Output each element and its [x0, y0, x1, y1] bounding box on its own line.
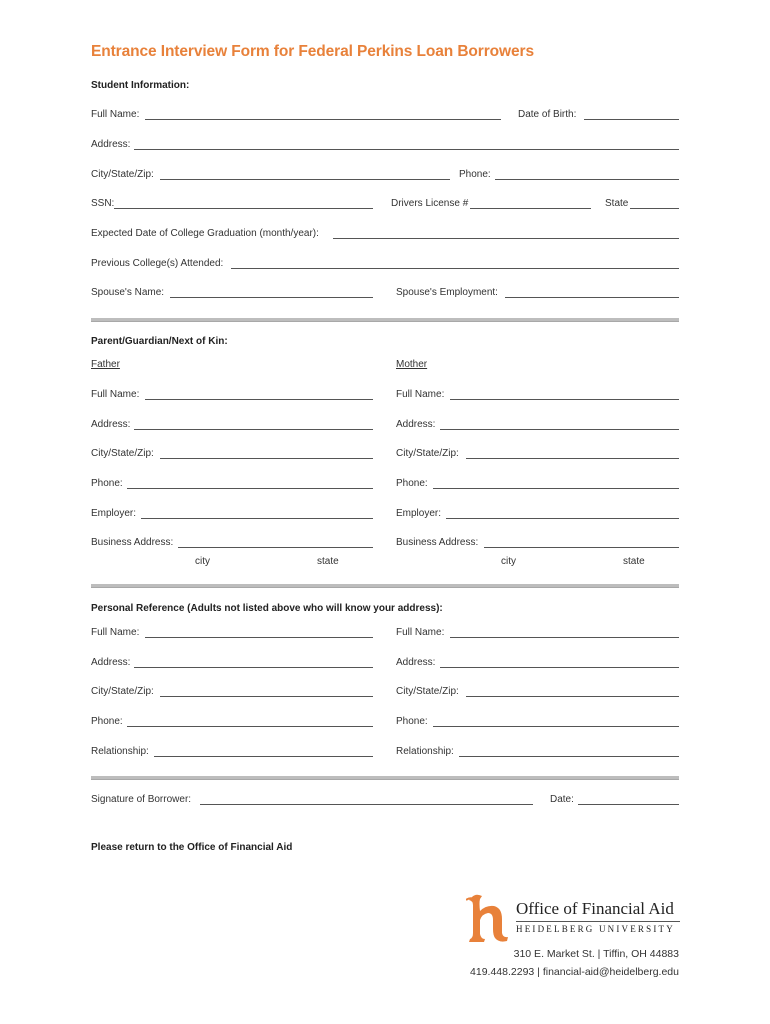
section-divider: [91, 318, 679, 322]
contact-address: 310 E. Market St. | Tiffin, OH 44883: [513, 948, 679, 960]
ref1-full-name-label: Full Name:: [91, 627, 140, 638]
signature-field[interactable]: [200, 793, 533, 805]
ref2-city-state-zip-field[interactable]: [466, 685, 679, 697]
student-full-name-label: Full Name:: [91, 109, 140, 120]
father-employer-label: Employer:: [91, 508, 137, 519]
ref1-address-label: Address:: [91, 657, 131, 668]
ref2-address-label: Address:: [396, 657, 436, 668]
signature-date-label: Date:: [550, 794, 574, 805]
father-label: Father: [91, 359, 120, 370]
ref1-address-field[interactable]: [134, 656, 373, 668]
personal-reference-heading: Personal Reference (Adults not listed above who will know your address):: [91, 603, 443, 614]
student-full-name-field[interactable]: [145, 108, 501, 120]
form-title: Entrance Interview Form for Federal Perkins Loan Borrowers: [91, 43, 534, 60]
ref2-relationship-label: Relationship:: [396, 746, 454, 757]
father-address-label: Address:: [91, 419, 131, 430]
student-ssn-label: SSN:: [91, 198, 115, 209]
signature-date-field[interactable]: [578, 793, 679, 805]
mother-city-caption: city: [501, 556, 516, 567]
father-state-caption: state: [317, 556, 339, 567]
father-business-address-field[interactable]: [178, 536, 373, 548]
father-phone-label: Phone:: [91, 478, 123, 489]
mother-phone-field[interactable]: [433, 477, 679, 489]
university-name: HEIDELBERG UNIVERSITY: [516, 924, 675, 934]
previous-colleges-field[interactable]: [231, 257, 679, 269]
spouse-employment-field[interactable]: [505, 286, 679, 298]
ref1-phone-label: Phone:: [91, 716, 123, 727]
mother-full-name-field[interactable]: [450, 388, 679, 400]
ref2-full-name-label: Full Name:: [396, 627, 445, 638]
student-dob-field[interactable]: [584, 108, 679, 120]
father-employer-field[interactable]: [141, 507, 373, 519]
mother-label: Mother: [396, 359, 428, 370]
student-ssn-field[interactable]: [114, 197, 373, 209]
mother-city-state-zip-label: City/State/Zip:: [396, 448, 459, 459]
student-city-state-zip-field[interactable]: [160, 168, 450, 180]
return-note: Please return to the Office of Financial Aid: [91, 842, 293, 853]
section-divider: [91, 584, 679, 588]
student-phone-field[interactable]: [495, 168, 679, 180]
mother-business-address-label: Business Address:: [396, 537, 479, 548]
spouse-employment-label: Spouse's Employment:: [396, 287, 498, 298]
ref2-phone-field[interactable]: [433, 715, 679, 727]
ref2-city-state-zip-label: City/State/Zip:: [396, 686, 459, 697]
drivers-license-field[interactable]: [470, 197, 591, 209]
section-divider: [91, 776, 679, 780]
signature-label: Signature of Borrower:: [91, 794, 192, 805]
mother-address-field[interactable]: [440, 418, 679, 430]
office-logo: [466, 893, 680, 945]
spouse-name-label: Spouse's Name:: [91, 287, 165, 298]
grad-date-label: Expected Date of College Graduation (month/year):: [91, 228, 319, 239]
grad-date-field[interactable]: [333, 227, 679, 239]
contact-phone-email: 419.448.2293 | financial-aid@heidelberg.edu: [470, 966, 679, 978]
ref2-relationship-field[interactable]: [459, 745, 679, 757]
student-dob-label: Date of Birth:: [518, 109, 577, 120]
father-full-name-field[interactable]: [145, 388, 373, 400]
father-address-field[interactable]: [134, 418, 373, 430]
ref2-phone-label: Phone:: [396, 716, 428, 727]
ref1-city-state-zip-label: City/State/Zip:: [91, 686, 154, 697]
student-address-field[interactable]: [134, 138, 679, 150]
ref2-address-field[interactable]: [440, 656, 679, 668]
father-full-name-label: Full Name:: [91, 389, 140, 400]
mother-employer-label: Employer:: [396, 508, 442, 519]
mother-phone-label: Phone:: [396, 478, 428, 489]
ref1-relationship-field[interactable]: [154, 745, 373, 757]
student-info-heading: Student Information:: [91, 80, 190, 91]
ref2-full-name-field[interactable]: [450, 626, 679, 638]
mother-state-caption: state: [623, 556, 645, 567]
student-address-label: Address:: [91, 139, 131, 150]
mother-business-address-field[interactable]: [484, 536, 679, 548]
mother-full-name-label: Full Name:: [396, 389, 445, 400]
mother-employer-field[interactable]: [446, 507, 679, 519]
ref1-phone-field[interactable]: [127, 715, 373, 727]
father-business-address-label: Business Address:: [91, 537, 174, 548]
parent-guardian-heading: Parent/Guardian/Next of Kin:: [91, 336, 228, 347]
ref1-full-name-field[interactable]: [145, 626, 373, 638]
heidelberg-h-logo-icon: [466, 893, 510, 943]
logo-divider: [516, 921, 680, 922]
previous-colleges-label: Previous College(s) Attended:: [91, 258, 224, 269]
father-city-state-zip-field[interactable]: [160, 447, 373, 459]
spouse-name-field[interactable]: [170, 286, 373, 298]
student-city-state-zip-label: City/State/Zip:: [91, 169, 154, 180]
mother-city-state-zip-field[interactable]: [466, 447, 679, 459]
father-phone-field[interactable]: [127, 477, 373, 489]
student-phone-label: Phone:: [459, 169, 491, 180]
father-city-state-zip-label: City/State/Zip:: [91, 448, 154, 459]
ref1-city-state-zip-field[interactable]: [160, 685, 373, 697]
ref1-relationship-label: Relationship:: [91, 746, 149, 757]
drivers-license-state-label: State: [605, 198, 629, 209]
office-name: Office of Financial Aid: [516, 899, 674, 918]
mother-address-label: Address:: [396, 419, 436, 430]
drivers-license-state-field[interactable]: [630, 197, 679, 209]
drivers-license-label: Drivers License #: [391, 198, 469, 209]
father-city-caption: city: [195, 556, 210, 567]
